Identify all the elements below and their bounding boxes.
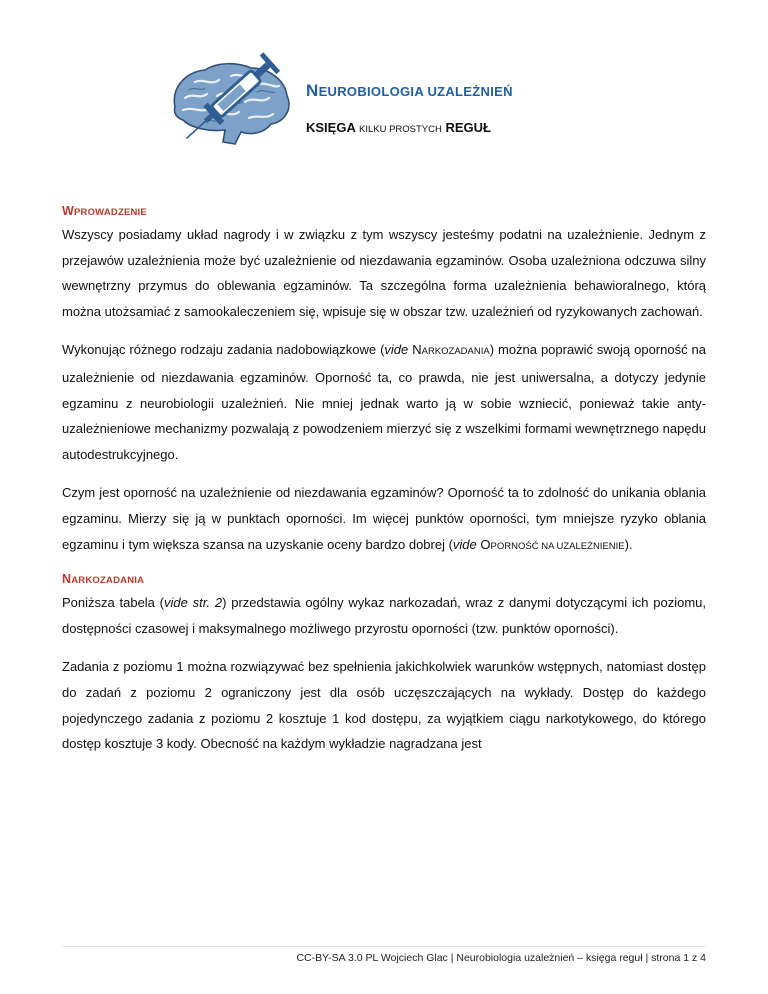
subtitle-part-c: REGUŁ [445, 120, 491, 135]
paragraph-text: ) można poprawić swoją oporność na uzależnienie od niezdawania egzaminów. Oporność ta, co prawda, nie jest uniwersalna, a dotyczy jedynie egzaminu z neurobiologii uzależnień. Nie mniej jednak warto ją w sobie wzniecić, ponieważ takie anty-uzależnieniowe mechanizmy pozwalają z powodzeniem mierzyć się z wszelkimi formami wewnętrznego napędu autodestrukcyjnego. [62, 342, 706, 462]
title-rest: EUROBIOLOGIA UZALEŻNIEŃ [318, 84, 513, 99]
document-title [306, 81, 513, 101]
paragraph-text: ) przedstawia ogólny wykaz narkozadań, wraz z danymi dotyczącymi ich poziomu, dostępności czasowej i maksymalnego możliwego przyrostu oporności (tzw. punktów oporności). [62, 595, 706, 636]
vide-reference: vide str. 2 [164, 595, 223, 611]
document-body [62, 204, 706, 770]
ref-initial: O [480, 536, 491, 552]
brain-with-syringe-icon [165, 52, 300, 147]
page-footer: CC-BY-SA 3.0 PL Wojciech Glac | Neurobiologia uzależnień – księga reguł | strona 1 z 4 [296, 952, 706, 964]
heading-rest: PROWADZENIE [74, 207, 147, 218]
document-subtitle [306, 120, 491, 135]
subtitle-part-a: KSIĘGA [306, 120, 356, 135]
heading-rest: ARKOZADANIA [71, 575, 145, 587]
paragraph-text: ). [624, 536, 633, 552]
ref-rest: PORNOŚĆ NA UZALEŻNIENIE [490, 540, 625, 552]
intro-paragraph-3 [62, 480, 706, 559]
ref-rest: ARKOZADANIA [421, 346, 490, 358]
narko-paragraph-1 [62, 590, 706, 641]
footer-divider [62, 946, 706, 947]
paragraph-text: Wykonując różnego rodzaju zadania nadobowiązkowe ( [62, 342, 385, 358]
vide-reference: vide [452, 536, 477, 552]
section-heading-intro [62, 204, 706, 218]
vide-reference: vide [384, 342, 409, 358]
title-initial: N [306, 81, 319, 100]
section-heading-narkozadania [62, 572, 706, 586]
heading-initial: W [62, 204, 74, 218]
narko-paragraph-2: Zadania z poziomu 1 można rozwiązywać bez spełnienia jakichkolwiek warunków wstępnych, natomiast dostęp do zadań z poziomu 2 ograniczony jest dla osób uczęszczających na wykłady. Dostęp do każdego pojedynczego zadania z poziomu 2 kosztuje 1 kod dostępu, za wyjątkiem ciągu narkotykowego, do którego dostęp kosztuje 3 kody. Obecność na każdym wykładzie nagradzana jest [62, 659, 706, 752]
intro-paragraph-1: Wszyscy posiadamy układ nagrody i w związku z tym wszyscy jesteśmy podatni na uzależnienie. Jednym z przejawów uzależnienia może być uzależnienie od niezdawania egzaminów. Osoba uzależniona odczuwa silny wewnętrzny przymus do oblewania egzaminów. Ta szczególna forma uzależnienia behawioralnego, którą można utożsamiać z samookaleczeniem się, wpisuje się w obszar tzw. uzależnień od ryzykowanych zachowań. [62, 227, 706, 319]
heading-initial: N [62, 572, 72, 587]
intro-paragraph-2 [62, 337, 706, 467]
ref-initial: N [412, 342, 422, 358]
paragraph-text: Czym jest oporność na uzależnienie od niezdawania egzaminów? Oporność ta to zdolność do unikania oblania egzaminu. Mierzy się ją w punktach oporności. Im więcej punktów oporności, tym mniejsze ryzyko oblania egzaminu i tym większa szansa na uzyskanie oceny bardzo dobrej ( [62, 485, 706, 552]
subtitle-part-b: KILKU PROSTYCH [358, 124, 442, 135]
paragraph-text: Poniższa tabela ( [62, 595, 164, 611]
document-header [165, 52, 725, 152]
